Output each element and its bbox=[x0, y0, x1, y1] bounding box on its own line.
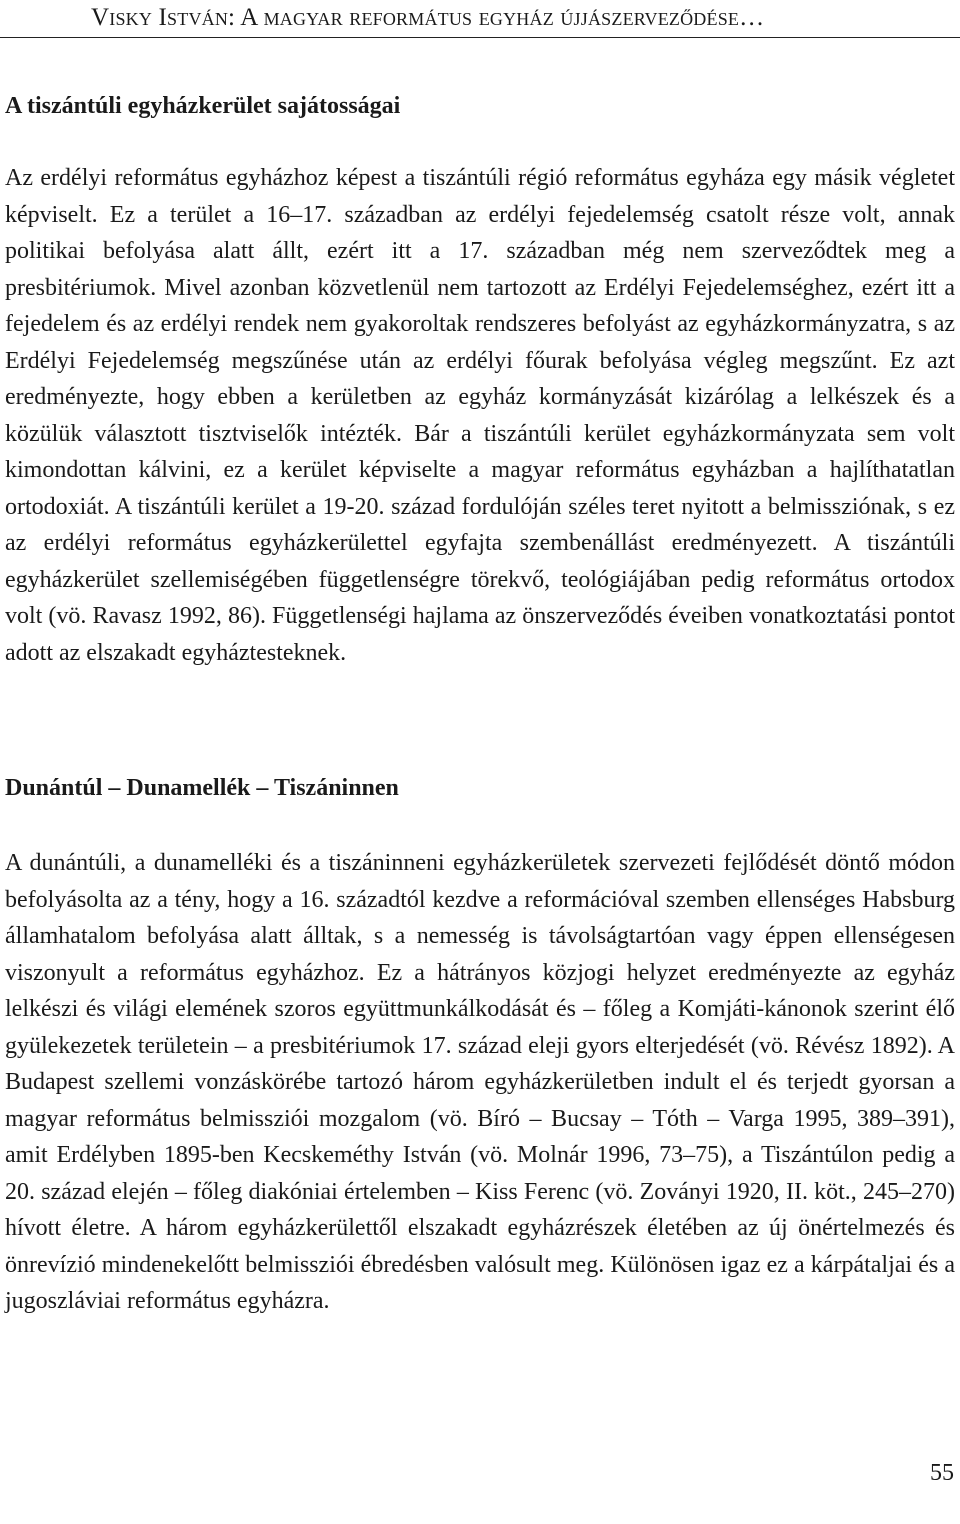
paragraph-tiszantul: Az erdélyi református egyházhoz képest a tiszántúli régió református egyháza egy másik végletet képviselt. Ez a terület a 16–17. században az erdélyi fejedelemség csatolt része volt, annak politikai befolyása alatt állt, ezért itt a 17. században még nem szerveződtek meg a presbitériumok. Mivel azonban közvetlenül nem tartozott az Erdélyi Fejedelemséghez, ezért itt a fejedelem és az erdélyi rendek nem gyakoroltak rendszeres befolyást az egyházkormányzatra, s az Erdélyi Fejedelemség megszűnése után az erdélyi főurak befolyása végleg megszűnt. Ez azt eredményezte, hogy ebben a kerületben az egyház kormányzását kizárólag a lelkészek és a közülük választott tisztviselők intézték. Bár a tiszántúli kerület egyházkormányzata sem volt kimondottan kálvini, ez a kerület képviselte a magyar református egyházban a hajlíthatatlan ortodoxiát. A tiszántúli kerület a 19-20. század fordulóján széles teret nyitott a belmissziónak, s ez az erdélyi református egyházkerülettel egyfajta szembenállást eredményezett. A tiszántúli egyházkerület szellemiségében függetlenségre törekvő, teológiájában pedig református ortodox volt (vö. Ravasz 1992, 86). Függetlenségi hajlama az önszerveződés éveiben vonatkoztatási pontot adott az elszakadt egyháztesteknek. bbox=[5, 165, 955, 666]
section-title-dunantul: Dunántúl – Dunamellék – Tiszáninnen bbox=[5, 775, 399, 801]
header-rule bbox=[0, 37, 960, 38]
section-title-tiszantul: A tiszántúli egyházkerület sajátosságai bbox=[5, 93, 401, 119]
running-head: Visky István: A magyar református egyház újjászerveződése… bbox=[91, 4, 765, 31]
page-number: 55 bbox=[930, 1460, 954, 1486]
paragraph-dunantul: A dunántúli, a dunamelléki és a tiszáninneni egyházkerületek szervezeti fejlődését döntő módon befolyásolta az a tény, hogy a 16. századtól kezdve a reformációval szemben ellenséges Habsburg államhatalom befolyása alatt álltak, s a nemesség is távolságtartóan vagy éppen ellenségesen viszonyult a református egyházhoz. Ez a hátrányos közjogi helyzet eredményezte az egyház lelkészi és világi elemének szoros együttmunkálkodását és – főleg a Komjáti-kánonok szerint élő gyülekezetek területein – a presbitériumok 17. század eleji gyors elterjedését (vö. Révész 1892). A Budapest szellemi vonzáskörébe tartozó három egyházkerületben indult el és terjedt gyorsan a magyar református belmissziói mozgalom (vö. Bíró – Bucsay – Tóth – Varga 1995, 389–391), amit Erdélyben 1895-ben Kecskeméthy István (vö. Molnár 1996, 73–75), a Tiszántúlon pedig a 20. század elején – főleg diakóniai értelemben – Kiss Ferenc (vö. Zoványi 1920, II. köt., 245–270) hívott életre. A három egyházkerülettől elszakadt egyházrészek életében az új önértelmezés és önrevízió mindenekelőtt belmissziói ébredésben valósult meg. Különösen igaz ez a kárpátaljai és a jugoszláviai református egyházra. bbox=[5, 850, 955, 1314]
